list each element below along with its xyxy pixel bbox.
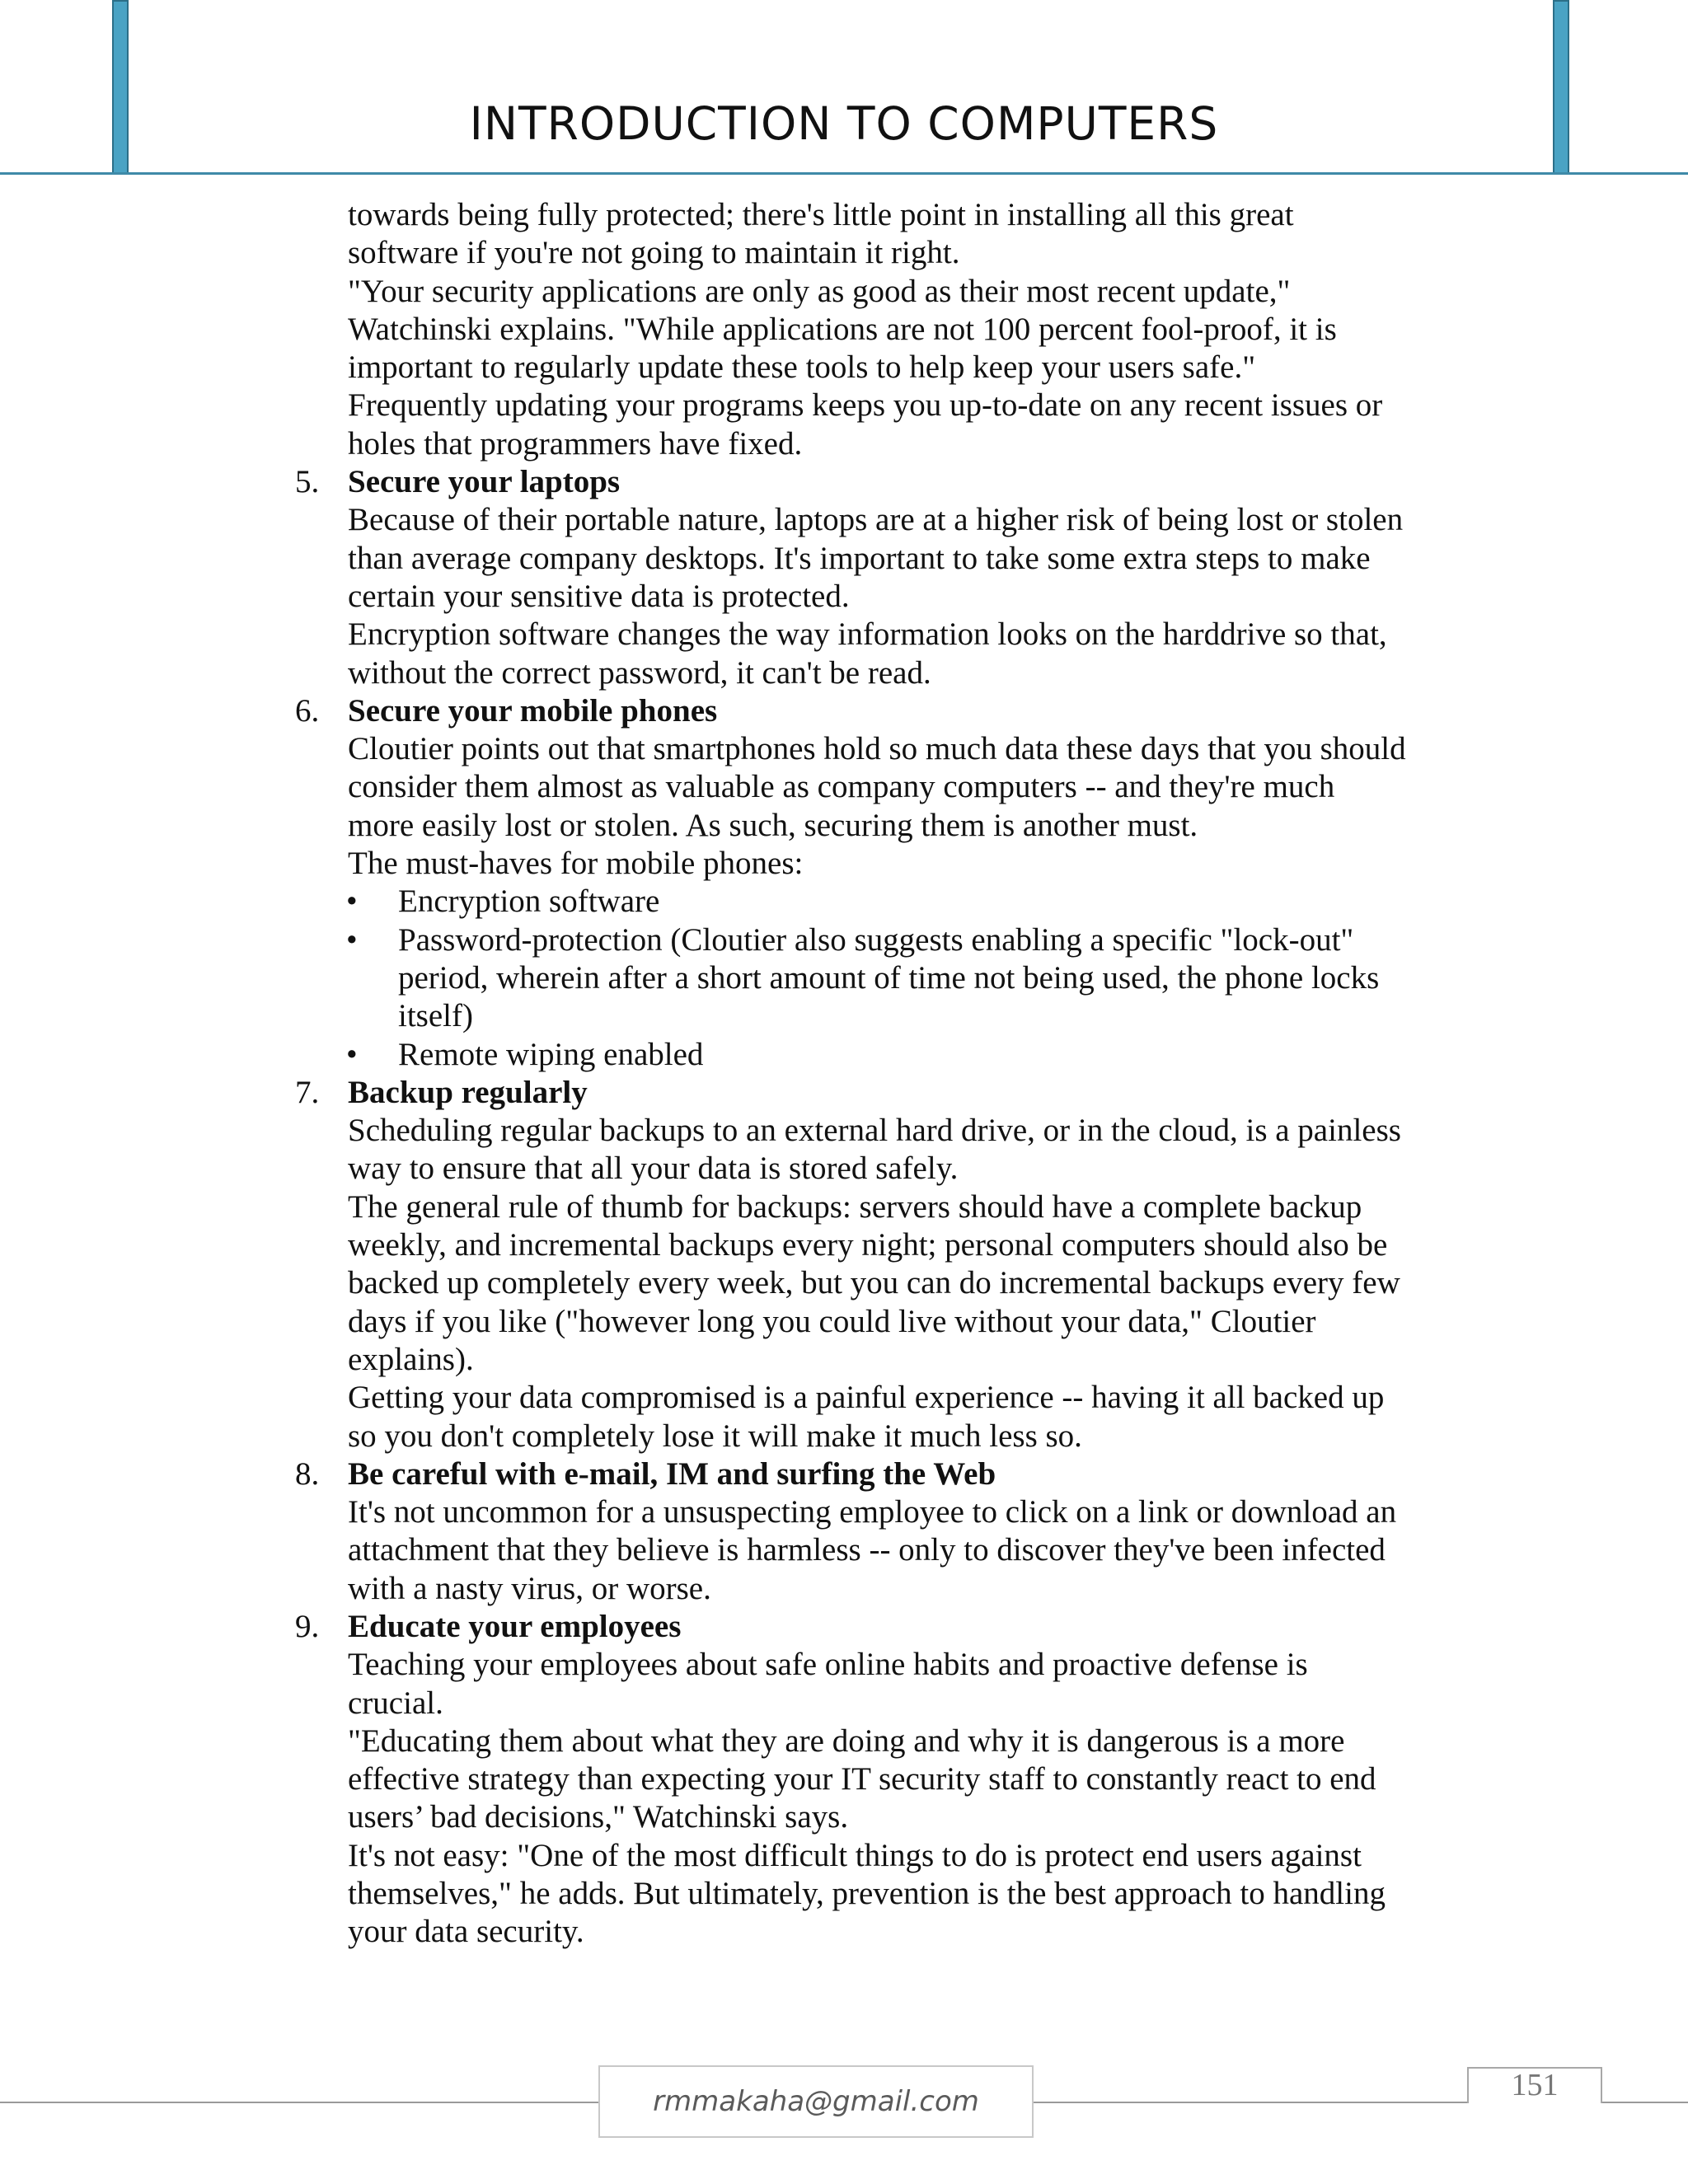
text-line: than average company desktops. It's important to take some extra steps to make bbox=[348, 540, 1371, 576]
item-number: 5. bbox=[295, 464, 320, 500]
item-number: 7. bbox=[295, 1074, 320, 1110]
text-line: themselves," he adds. But ultimately, prevention is the best approach to handling bbox=[348, 1876, 1386, 1912]
text-line: explains). bbox=[348, 1341, 474, 1377]
text-line: weekly, and incremental backups every night; personal computers should also be bbox=[348, 1227, 1388, 1263]
heading-text: Educate your employees bbox=[348, 1608, 682, 1644]
section-heading bbox=[0, 1455, 1688, 1493]
bullet-text: Remote wiping enabled bbox=[398, 1036, 704, 1072]
text-line: without the correct password, it can't be read. bbox=[348, 654, 931, 691]
list-item-6 bbox=[0, 692, 1688, 1074]
list-item-9 bbox=[0, 1608, 1688, 1952]
text-line: "Educating them about what they are doing and why it is dangerous is a more bbox=[348, 1722, 1345, 1759]
text-line: with a nasty virus, or worse. bbox=[348, 1570, 711, 1606]
text-line: Scheduling regular backups to an external hard drive, or in the cloud, is a painless bbox=[348, 1113, 1401, 1149]
text-line: way to ensure that all your data is stored safely. bbox=[348, 1151, 959, 1187]
text-line: Cloutier points out that smartphones hold so much data these days that you should bbox=[348, 731, 1406, 767]
text-line: crucial. bbox=[348, 1685, 443, 1721]
text-line: The general rule of thumb for backups: servers should have a complete backup bbox=[348, 1188, 1362, 1225]
text-line: your data security. bbox=[348, 1914, 584, 1950]
header-divider bbox=[0, 172, 1688, 175]
text-line: Teaching your employees about safe online habits and proactive defense is bbox=[348, 1647, 1308, 1683]
bullet-continuation: itself) bbox=[398, 998, 473, 1034]
bullet-text: Password-protection (Cloutier also suggests enabling a specific "lock-out" bbox=[398, 921, 1354, 958]
text-line: Frequently updating your programs keeps you up-to-date on any recent issues or bbox=[348, 387, 1383, 424]
bullet-continuation: period, wherein after a short amount of time not being used, the phone locks bbox=[398, 959, 1380, 996]
text-line: Watchinski explains. "While applications are not 100 percent fool-proof, it is bbox=[348, 311, 1337, 347]
text-line: Because of their portable nature, laptops are at a higher risk of being lost or stolen bbox=[348, 502, 1404, 538]
page-body bbox=[0, 196, 1688, 1952]
section-heading bbox=[0, 1608, 1688, 1646]
text-line: It's not uncommon for a unsuspecting employee to click on a link or download an bbox=[348, 1494, 1397, 1530]
list-item-8 bbox=[0, 1455, 1688, 1608]
text-line: more easily lost or stolen. As such, securing them is another must. bbox=[348, 807, 1198, 843]
heading-text: Secure your mobile phones bbox=[348, 692, 718, 729]
section-heading bbox=[0, 692, 1688, 730]
text-line: important to regularly update these tools to help keep your users safe." bbox=[348, 349, 1256, 386]
section-heading bbox=[0, 1074, 1688, 1112]
text-line: Getting your data compromised is a painful experience -- having it all backed up bbox=[348, 1380, 1385, 1416]
text-line: It's not easy: "One of the most difficult things to do is protect end users against bbox=[348, 1837, 1362, 1873]
bullet-item bbox=[0, 883, 1688, 921]
text-line: so you don't completely lose it will make it much less so. bbox=[348, 1418, 1082, 1454]
item-number: 9. bbox=[295, 1608, 320, 1644]
text-line: certain your sensitive data is protected. bbox=[348, 578, 850, 614]
text-line: "Your security applications are only as good as their most recent update," bbox=[348, 273, 1291, 309]
bullet-icon: • bbox=[346, 883, 358, 920]
bullet-item bbox=[0, 921, 1688, 959]
footer-email: rmmakaha@gmail.com bbox=[598, 2065, 1034, 2138]
text-line: users’ bad decisions," Watchinski says. bbox=[348, 1799, 849, 1835]
text-line: The must-haves for mobile phones: bbox=[348, 846, 804, 882]
heading-text: Be careful with e-mail, IM and surfing the Web bbox=[348, 1455, 996, 1492]
text-line: towards being fully protected; there's little point in installing all this great bbox=[348, 197, 1294, 232]
bullet-icon: • bbox=[346, 1036, 358, 1072]
list-item-5 bbox=[0, 463, 1688, 692]
bullet-text: Encryption software bbox=[398, 883, 660, 920]
heading-text: Secure your laptops bbox=[348, 464, 621, 500]
text-line: Encryption software changes the way information looks on the harddrive so that, bbox=[348, 616, 1387, 653]
page-title: INTRODUCTION TO COMPUTERS bbox=[469, 97, 1219, 150]
intro-paragraph bbox=[0, 196, 1688, 463]
list-item-7 bbox=[0, 1074, 1688, 1455]
bullet-item bbox=[0, 1036, 1688, 1074]
text-line: software if you're not going to maintain it right. bbox=[348, 235, 960, 271]
item-number: 8. bbox=[295, 1455, 320, 1492]
text-line: attachment that they believe is harmless -- only to discover they've been infected bbox=[348, 1532, 1386, 1568]
text-line: days if you like ("however long you could live without your data," Cloutier bbox=[348, 1303, 1316, 1339]
text-line: consider them almost as valuable as company computers -- and they're much bbox=[348, 769, 1335, 805]
text-line: holes that programmers have fixed. bbox=[348, 425, 803, 462]
section-heading bbox=[0, 463, 1688, 501]
text-line: effective strategy than expecting your IT security staff to constantly react to end bbox=[348, 1761, 1376, 1797]
page-number: 151 bbox=[1467, 2067, 1602, 2103]
text-line: backed up completely every week, but you can do incremental backups every few bbox=[348, 1265, 1400, 1301]
heading-text: Backup regularly bbox=[348, 1074, 588, 1110]
item-number: 6. bbox=[295, 692, 320, 729]
bullet-icon: • bbox=[346, 921, 358, 958]
